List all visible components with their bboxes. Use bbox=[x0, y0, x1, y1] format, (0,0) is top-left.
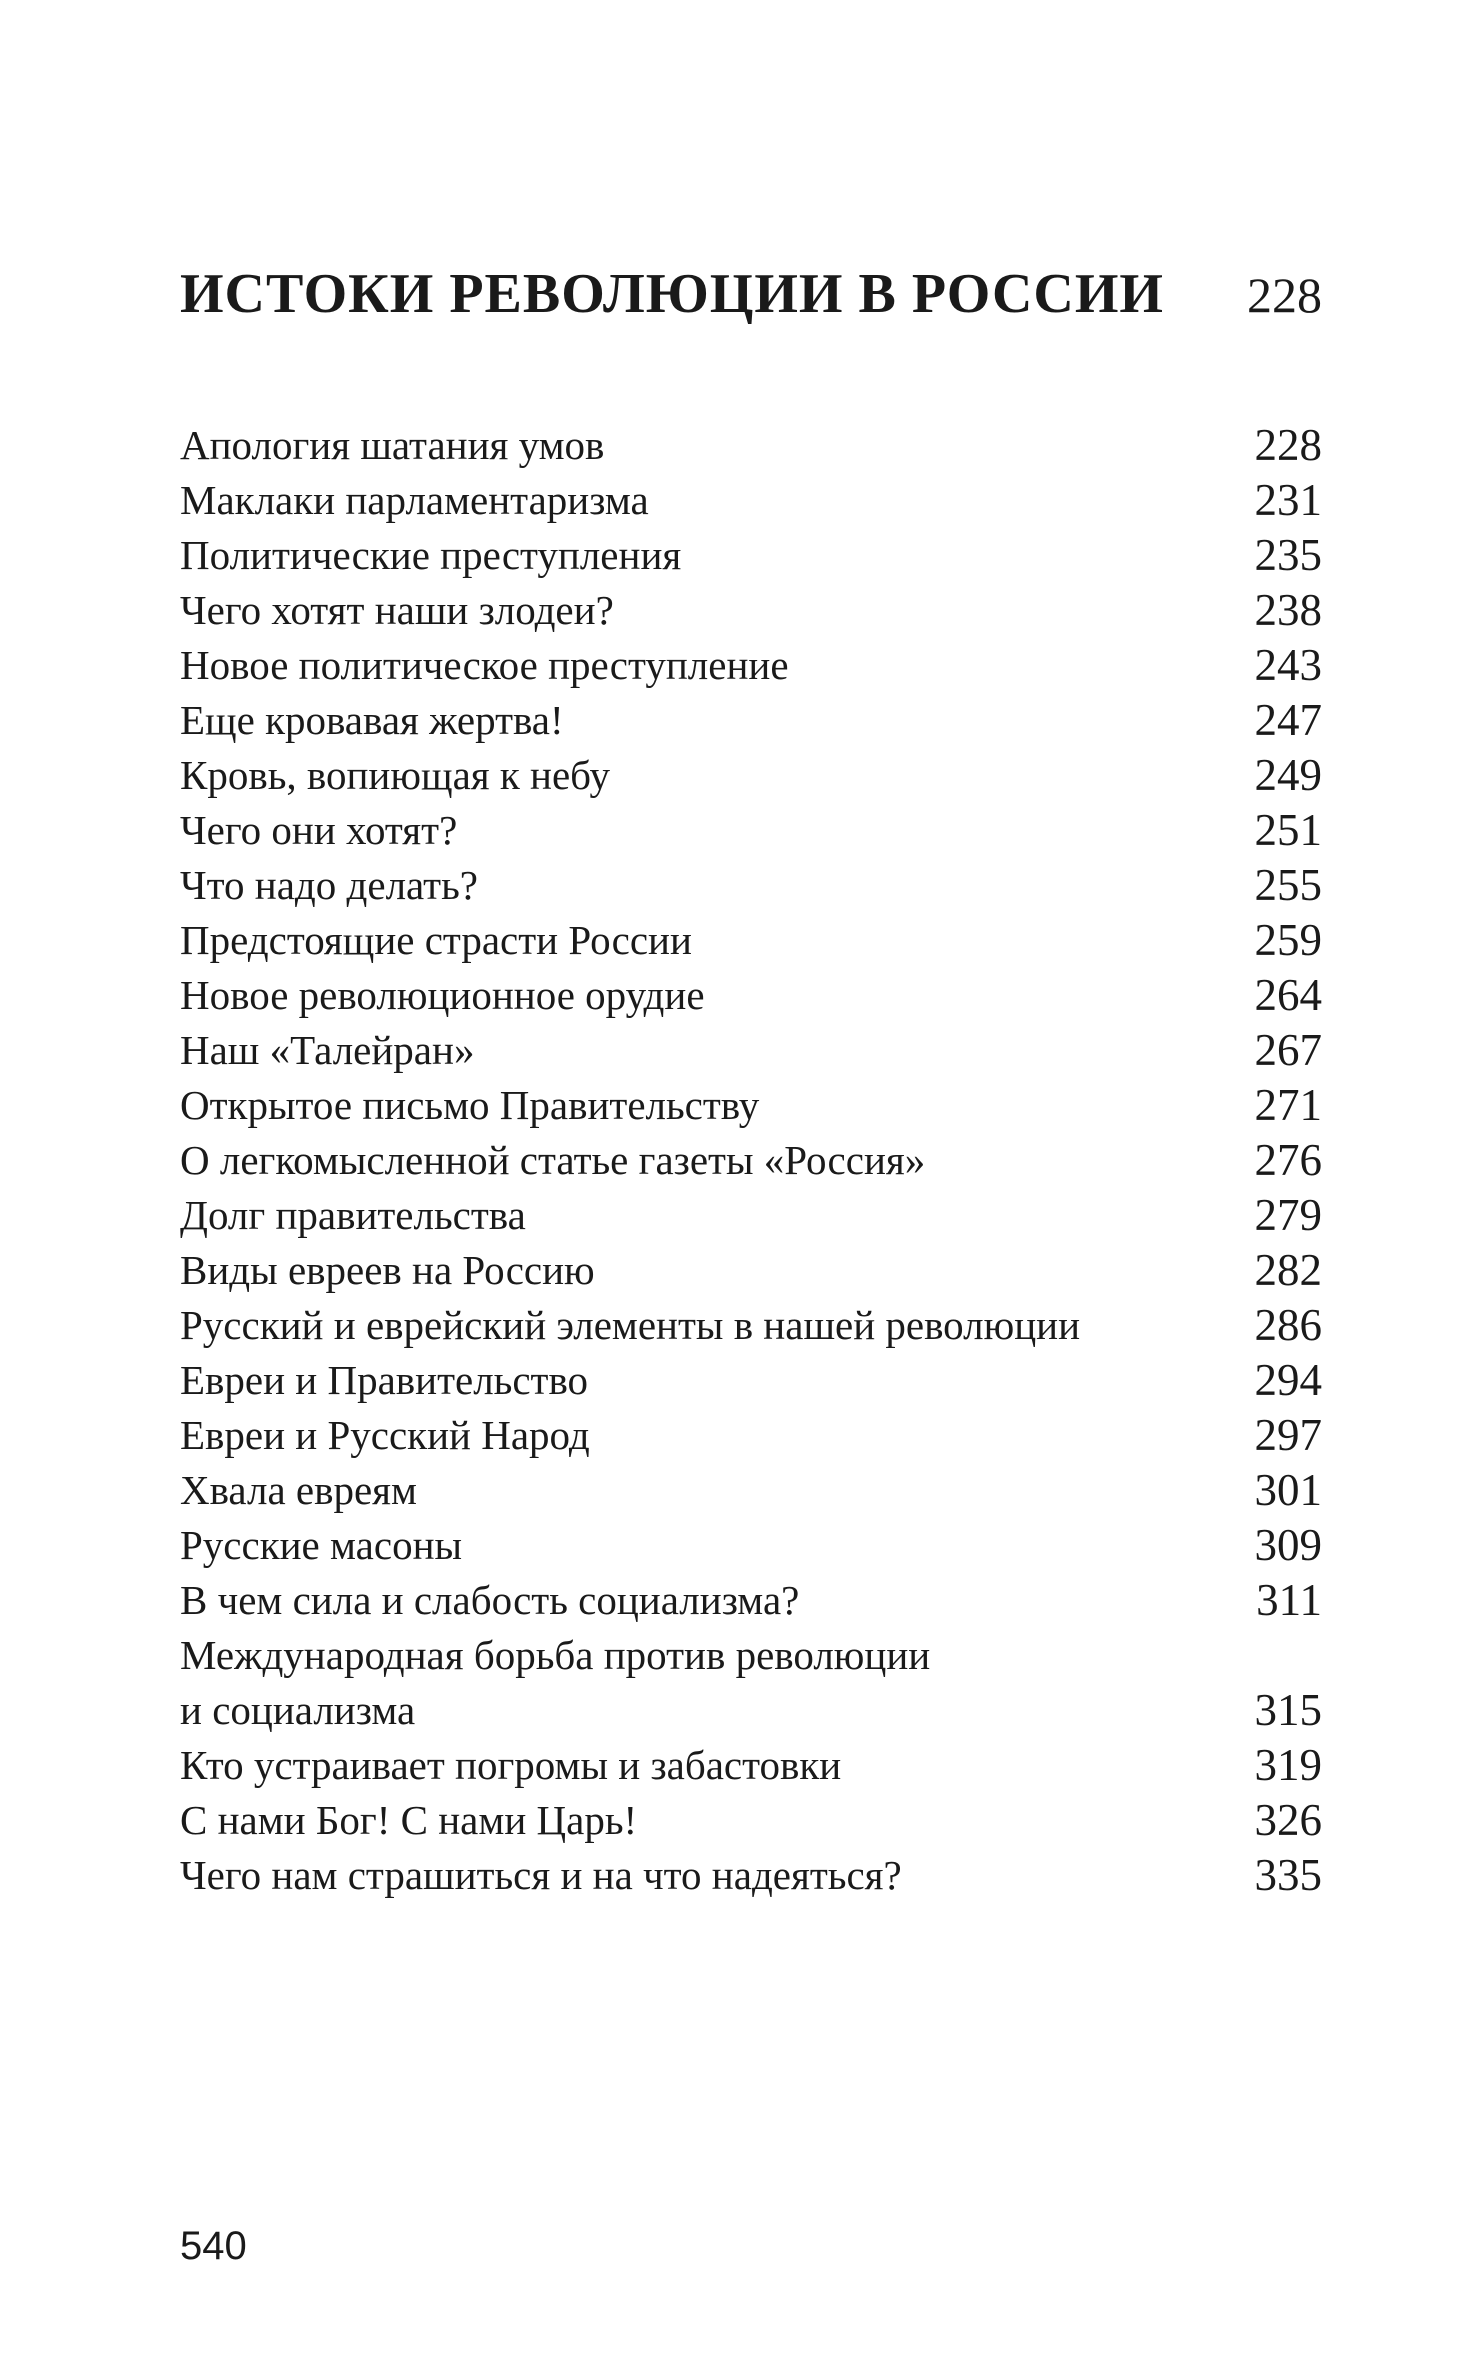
toc-entry-page: 264 bbox=[1254, 970, 1322, 1020]
toc-entry-page: 235 bbox=[1254, 530, 1322, 580]
toc-entry bbox=[180, 1573, 1322, 1628]
toc-entry-page: 319 bbox=[1254, 1740, 1322, 1790]
toc-entry bbox=[180, 1518, 1322, 1573]
toc-entry-page: 279 bbox=[1254, 1190, 1322, 1240]
toc-entry-title: Предстоящие страсти России bbox=[180, 917, 692, 963]
toc-entry bbox=[180, 1848, 1322, 1903]
toc-entry-page: 255 bbox=[1254, 860, 1322, 910]
toc-entry-page: 243 bbox=[1254, 640, 1322, 690]
toc-entry-title: Новое революционное орудие bbox=[180, 972, 705, 1018]
toc-entry-page: 282 bbox=[1254, 1245, 1322, 1295]
toc-entry bbox=[180, 1188, 1322, 1243]
toc-entry-title: Политические преступления bbox=[180, 532, 682, 578]
toc-entry-page: 315 bbox=[1254, 1685, 1322, 1735]
toc-entry-page: 259 bbox=[1254, 915, 1322, 965]
toc-entry-page: 228 bbox=[1254, 420, 1322, 470]
toc-entry-title: Кто устраивает погромы и забастовки bbox=[180, 1742, 842, 1788]
toc-entry bbox=[180, 528, 1322, 583]
toc-entry bbox=[180, 418, 1322, 473]
toc-entry-page: 326 bbox=[1254, 1795, 1322, 1845]
toc-entry-page: 286 bbox=[1254, 1300, 1322, 1350]
toc-entry-title: Еще кровавая жертва! bbox=[180, 697, 564, 743]
toc-entry-title: Виды евреев на Россию bbox=[180, 1247, 595, 1293]
toc-entry bbox=[180, 638, 1322, 693]
toc-entry-page: 251 bbox=[1254, 805, 1322, 855]
toc-entry-title: Что надо делать? bbox=[180, 862, 478, 908]
toc-entry-title: Кровь, вопиющая к небу bbox=[180, 752, 610, 798]
section-header bbox=[180, 262, 1322, 342]
toc-entry-title: С нами Бог! С нами Царь! bbox=[180, 1797, 638, 1843]
toc-entry-title: Евреи и Правительство bbox=[180, 1357, 589, 1403]
toc-entry-page: 276 bbox=[1254, 1135, 1322, 1185]
toc-entry-title: Евреи и Русский Народ bbox=[180, 1412, 590, 1458]
toc-entry-page: 271 bbox=[1254, 1080, 1322, 1130]
toc-entry-page: 267 bbox=[1254, 1025, 1322, 1075]
toc-entry-page: 309 bbox=[1254, 1520, 1322, 1570]
toc-entry bbox=[180, 1023, 1322, 1078]
toc-entry-page: 238 bbox=[1254, 585, 1322, 635]
toc-entry bbox=[180, 1298, 1322, 1353]
toc-entry bbox=[180, 1738, 1322, 1793]
toc-entry-page: 247 bbox=[1254, 695, 1322, 745]
toc-entry bbox=[180, 858, 1322, 913]
toc-entry bbox=[180, 693, 1322, 748]
table-of-contents bbox=[180, 418, 1322, 1903]
toc-entry bbox=[180, 803, 1322, 858]
section-title: ИСТОКИ РЕВОЛЮЦИИ В РОССИИ bbox=[180, 263, 1164, 325]
toc-entry-title: Чего нам страшиться и на что надеяться? bbox=[180, 1852, 902, 1898]
toc-entry bbox=[180, 968, 1322, 1023]
toc-entry-title: Наш «Талейран» bbox=[180, 1027, 475, 1073]
toc-entry bbox=[180, 583, 1322, 638]
toc-entry bbox=[180, 748, 1322, 803]
page-number: 540 bbox=[180, 2224, 247, 2268]
toc-entry-title: О легкомысленной статье газеты «Россия» bbox=[180, 1137, 926, 1183]
toc-entry-page: 335 bbox=[1254, 1850, 1322, 1900]
toc-entry-title: Русские масоны bbox=[180, 1522, 463, 1568]
toc-entry bbox=[180, 1078, 1322, 1133]
toc-entry bbox=[180, 1243, 1322, 1298]
toc-entry-title: Апология шатания умов bbox=[180, 422, 605, 468]
toc-entry-title: Маклаки парламентаризма bbox=[180, 477, 649, 523]
toc-entry bbox=[180, 1793, 1322, 1848]
toc-entry-page: 249 bbox=[1254, 750, 1322, 800]
toc-entry bbox=[180, 1133, 1322, 1188]
toc-entry-page: 294 bbox=[1254, 1355, 1322, 1405]
toc-entry-title: Чего хотят наши злодеи? bbox=[180, 587, 614, 633]
toc-entry bbox=[180, 1463, 1322, 1518]
toc-entry-title: Долг правительства bbox=[180, 1192, 526, 1238]
section-page-number: 228 bbox=[1247, 267, 1322, 323]
toc-entry bbox=[180, 473, 1322, 528]
toc-entry-title: Открытое письмо Правительству bbox=[180, 1082, 760, 1128]
toc-entry-page: 231 bbox=[1254, 475, 1322, 525]
toc-entry-title: Хвала евреям bbox=[180, 1467, 417, 1513]
toc-entry-title: Новое политическое преступление bbox=[180, 642, 789, 688]
toc-entry bbox=[180, 1353, 1322, 1408]
toc-entry bbox=[180, 913, 1322, 968]
toc-entry-title: В чем сила и слабость социализма? bbox=[180, 1577, 800, 1623]
toc-entry-page: 301 bbox=[1254, 1465, 1322, 1515]
toc-entry-title: Международная борьба против революции и социализма bbox=[180, 1632, 931, 1733]
toc-entry-page: 311 bbox=[1256, 1575, 1322, 1625]
toc-entry bbox=[180, 1408, 1322, 1463]
toc-entry-title: Чего они хотят? bbox=[180, 807, 458, 853]
toc-entry-page: 297 bbox=[1254, 1410, 1322, 1460]
toc-entry-title: Русский и еврейский элементы в нашей революции bbox=[180, 1302, 1081, 1348]
toc-entry bbox=[180, 1628, 1322, 1738]
